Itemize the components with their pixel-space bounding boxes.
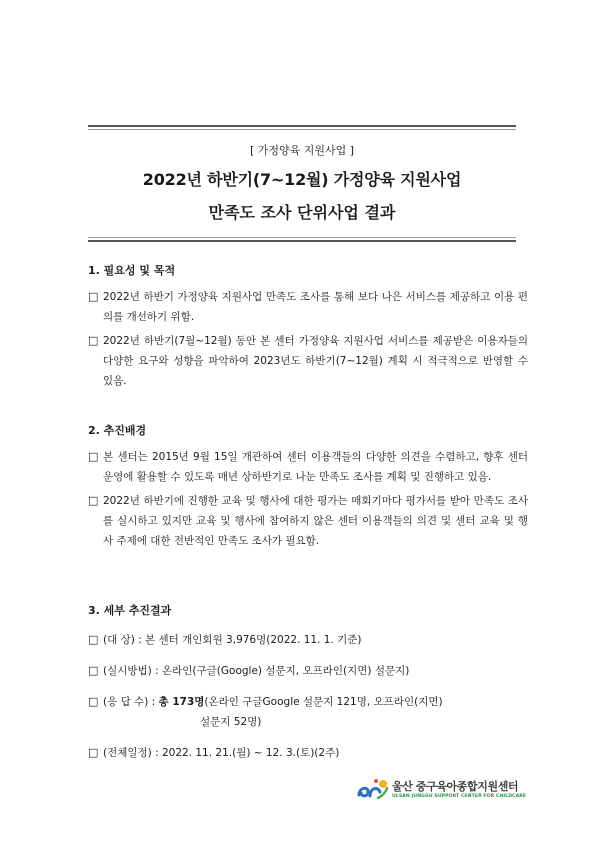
row-label: (전체일정) bbox=[103, 747, 152, 759]
title-block bbox=[88, 125, 516, 242]
title-rule-bottom-thin bbox=[88, 237, 516, 238]
row-value: (온라인 구글Google 설문지 121명, 오프라인(지면) bbox=[204, 696, 443, 708]
row-value: : 2022. 11. 21.(월) ~ 12. 3.(토)(2주) bbox=[151, 747, 340, 759]
result-row-responses bbox=[88, 692, 528, 732]
document-title: 2022년 하반기(7~12월) 가정양육 지원사업 bbox=[142, 170, 462, 189]
section-background bbox=[88, 422, 528, 551]
checkbox-glyph: □ bbox=[88, 334, 99, 347]
item-text: 2022년 하반기(7월~12월) 동안 본 센터 가정양육 지원사업 서비스를 제공받은 이용자들의 다양한 요구와 성향을 파악하여 2023년도 하반기(7~12월) 계획 시 적극적으로 반영할 수 있음. bbox=[103, 335, 528, 387]
row-label: (실시방법) bbox=[103, 665, 152, 677]
title-rule-top bbox=[88, 125, 516, 127]
row-value-continued: 설문지 52명) bbox=[200, 716, 262, 728]
list-item bbox=[88, 447, 528, 487]
org-logo bbox=[356, 776, 536, 806]
document-subtitle: 만족도 조사 단위사업 결과 bbox=[208, 203, 396, 222]
section-results bbox=[88, 602, 528, 763]
checkbox-glyph: □ bbox=[88, 664, 99, 677]
result-row-method bbox=[88, 661, 528, 681]
section-heading: 1. 필요성 및 목적 bbox=[88, 264, 176, 277]
result-row-target bbox=[88, 630, 528, 650]
checkbox-glyph: □ bbox=[88, 290, 99, 303]
row-label: (대 상) bbox=[103, 634, 135, 646]
row-value-prefix: : bbox=[148, 696, 159, 708]
org-name: 울산 중구육아종합지원센터 bbox=[392, 780, 519, 793]
item-text: 2022년 하반기에 진행한 교육 및 행사에 대한 평가는 매회기마다 평가서를 받아 만족도 조사를 실시하고 있지만 교육 및 행사에 참여하지 않은 센터 이용객들의 의견 및 센터 교육 및 행사 주제에 대한 전반적인 만족도 조사가 필요함. bbox=[103, 495, 528, 547]
checkbox-glyph: □ bbox=[88, 494, 99, 507]
checkbox-glyph: □ bbox=[88, 633, 99, 646]
checkbox-glyph: □ bbox=[88, 695, 99, 708]
row-value: : 온라인(구글(Google) 설문지, 오프라인(지면) 설문지) bbox=[151, 665, 410, 677]
row-value-total: 총 173명 bbox=[158, 696, 205, 708]
program-tag: [ 가정양육 지원사업 ] bbox=[249, 144, 355, 157]
title-rule-bottom bbox=[88, 240, 516, 242]
checkbox-glyph: □ bbox=[88, 450, 99, 463]
list-item bbox=[88, 331, 528, 391]
logo-mark-icon bbox=[356, 776, 390, 802]
list-item bbox=[88, 491, 528, 551]
result-row-schedule bbox=[88, 743, 528, 763]
checkbox-glyph: □ bbox=[88, 746, 99, 759]
item-text: 2022년 하반기 가정양육 지원사업 만족도 조사를 통해 보다 나은 서비스를 제공하고 이용 편의를 개선하기 위함. bbox=[103, 291, 528, 323]
org-name-en: ULSAN JUNGGU SUPPORT CENTER FOR CHILDCARE bbox=[392, 794, 527, 799]
section-heading: 3. 세부 추진결과 bbox=[88, 604, 172, 617]
section-purpose bbox=[88, 262, 528, 391]
title-rule-top-thin bbox=[88, 129, 516, 130]
row-label: (응 답 수) bbox=[103, 696, 149, 708]
row-value: : 본 센터 개인회원 3,976명(2022. 11. 1. 기준) bbox=[134, 634, 362, 646]
list-item bbox=[88, 287, 528, 327]
item-text: 본 센터는 2015년 9월 15일 개관하여 센터 이용객들의 다양한 의견을 수렴하고, 향후 센터 운영에 활용할 수 있도록 매년 상하반기로 나눈 만족도 조사를 계획 및 진행하고 있음. bbox=[103, 451, 528, 483]
section-heading: 2. 추진배경 bbox=[88, 424, 147, 437]
